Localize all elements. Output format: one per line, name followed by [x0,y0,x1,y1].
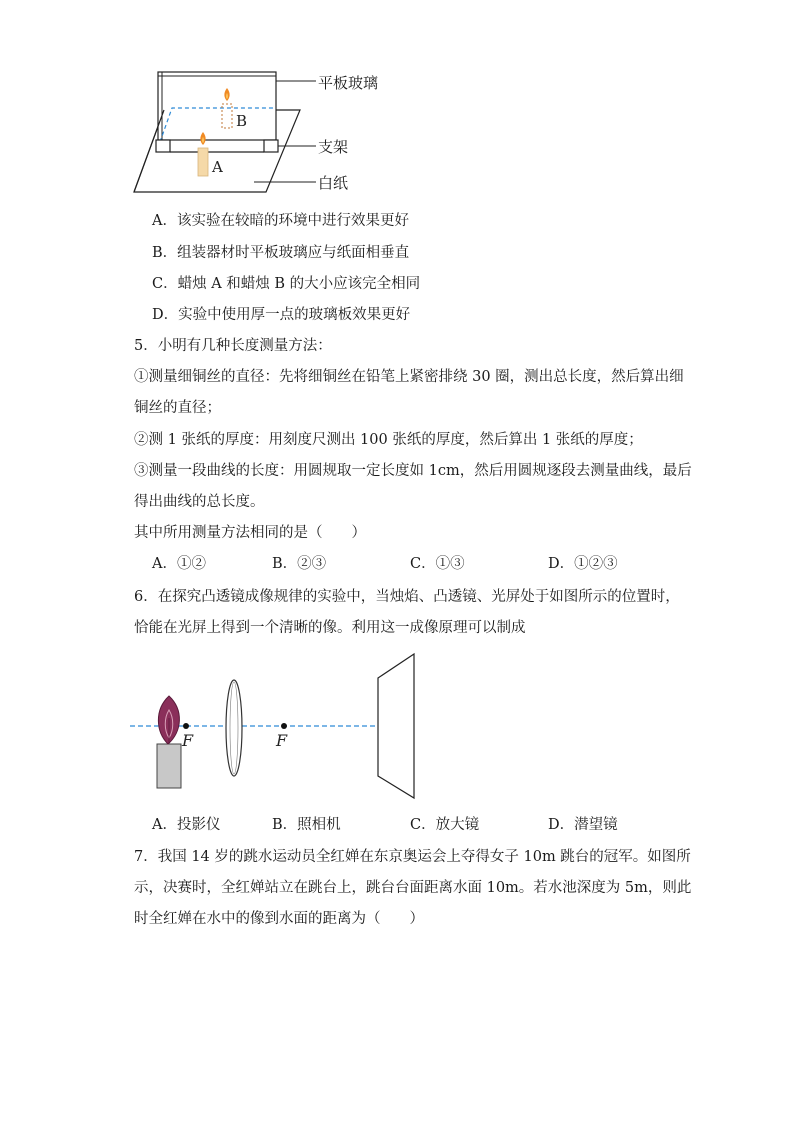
stand-right [264,140,278,152]
q7-line-3: 时全红婵在水中的像到水面的距离为（ ） [134,911,424,927]
glass-label: 平板玻璃 [318,74,379,92]
q5-option-b: B．②③ [272,556,327,572]
focal-point-left [183,723,189,729]
q7-line-1: 7．我国 14 岁的跳水运动员全红婵在东京奥运会上夺得女子 10m 跳台的冠军。如图所 [134,849,691,865]
q5-option-c: C．①③ [410,556,465,572]
q5-line-5: 得出曲线的总长度。 [134,494,265,510]
q4-option-b: B．组装器材时平板玻璃应与纸面相垂直 [152,245,410,261]
q5-line-2: 铜丝的直径； [134,400,221,416]
q6-option-a: A．投影仪 [152,817,221,833]
candle-a [198,148,208,176]
convex-lens-figure [128,648,418,808]
q5-line-3: ②测 1 张纸的厚度：用刻度尺测出 100 张纸的厚度，然后算出 1 张纸的厚度； [134,432,643,448]
q6-line-2: 恰能在光屏上得到一个清晰的像。利用这一成像原理可以制成 [134,620,526,636]
q6-option-d: D．潜望镜 [548,817,618,833]
candle-body [157,744,181,788]
q7-line-2: 示，决赛时，全红婵站立在跳台上，跳台台面距离水面 10m。若水池深度为 5m，则此 [134,880,692,896]
q5-line-6: 其中所用测量方法相同的是（ ） [134,525,366,541]
q6-option-b: B．照相机 [272,817,341,833]
light-screen [378,654,414,798]
glass-plate [158,72,276,140]
q4-option-a: A．该实验在较暗的环境中进行效果更好 [152,213,409,229]
stand-label: 支架 [318,138,349,156]
paper-label: 白纸 [318,174,349,192]
focal-point-right [281,723,287,729]
q5-stem: 5．小明有几种长度测量方法： [134,338,332,354]
q5-option-a: A．①② [152,556,206,572]
candle-b-label: B [236,112,248,130]
plane-mirror-figure [130,64,330,199]
convex-lens [226,680,242,776]
stand-left [156,140,170,152]
q6-option-c: C．放大镜 [410,817,480,833]
q6-line-1: 6．在探究凸透镜成像规律的实验中，当烛焰、凸透镜、光屏处于如图所示的位置时， [134,589,680,605]
q4-option-c: C．蜡烛 A 和蜡烛 B 的大小应该完全相同 [152,276,421,292]
q5-option-d: D．①②③ [548,556,618,572]
focus-label-left: F [182,731,194,750]
q4-option-d: D．实验中使用厚一点的玻璃板效果更好 [152,307,411,323]
q5-line-4: ③测量一段曲线的长度：用圆规取一定长度如 1cm，然后用圆规逐段去测量曲线，最后 [134,463,692,479]
candle-a-label: A [212,158,223,176]
q5-line-1: ①测量细铜丝的直径：先将细铜丝在铅笔上紧密排绕 30 圈，测出总长度，然后算出细 [134,369,684,385]
focus-label-right: F [276,731,288,750]
